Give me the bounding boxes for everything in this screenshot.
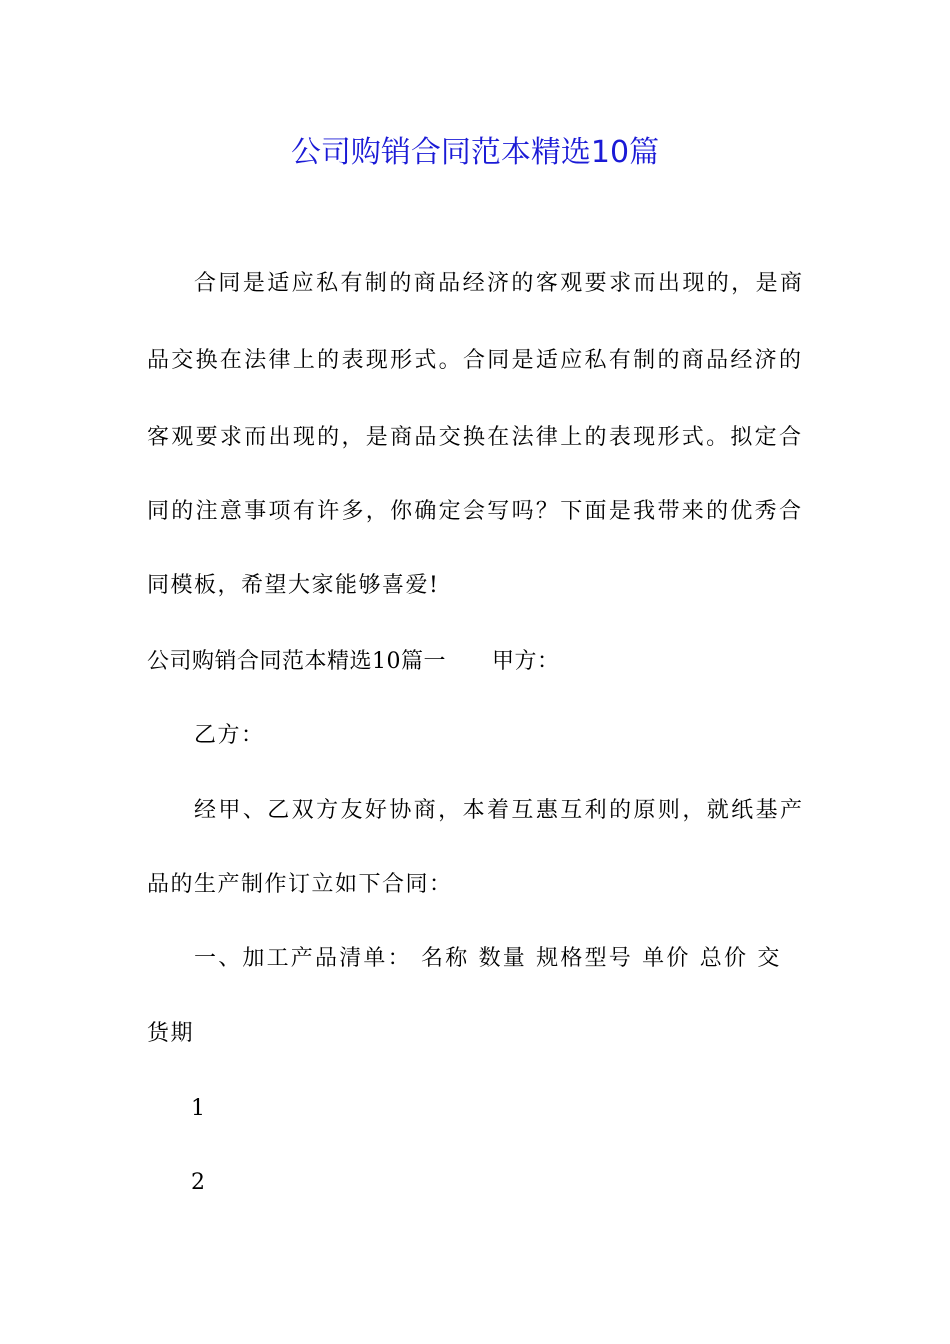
intro-line-2: 品交换在法律上的表现形式。合同是适应私有制的商品经济的 — [147, 348, 801, 373]
party-b-label: 乙方： — [194, 723, 265, 748]
agreement-line-2: 品的生产制作订立如下合同： — [147, 872, 453, 897]
intro-line-4: 同的注意事项有许多，你确定会写吗？下面是我带来的优秀合 — [147, 499, 801, 524]
agreement-line-1: 经甲、乙双方友好协商，本着互惠互利的原则，就纸基产 — [194, 798, 802, 823]
section-heading: 公司购销合同范本精选10篇一 — [147, 649, 446, 674]
list-heading-line-2: 货期 — [147, 1021, 195, 1046]
intro-line-5: 同模板，希望大家能够喜爱! — [147, 573, 440, 598]
document-title: 公司购销合同范本精选10篇 — [290, 135, 660, 170]
intro-line-1: 合同是适应私有制的商品经济的客观要求而出现的，是商 — [194, 271, 802, 296]
intro-line-3: 客观要求而出现的，是商品交换在法律上的表现形式。拟定合 — [147, 425, 801, 450]
table-row-2: 2 — [191, 1170, 207, 1195]
section-heading-line — [147, 646, 560, 678]
party-a-label: 甲方： — [492, 649, 560, 674]
list-heading-line-1: 一、加工产品清单： 名称 数量 规格型号 单价 总价 交 — [194, 946, 782, 971]
table-row-1: 1 — [191, 1096, 207, 1121]
